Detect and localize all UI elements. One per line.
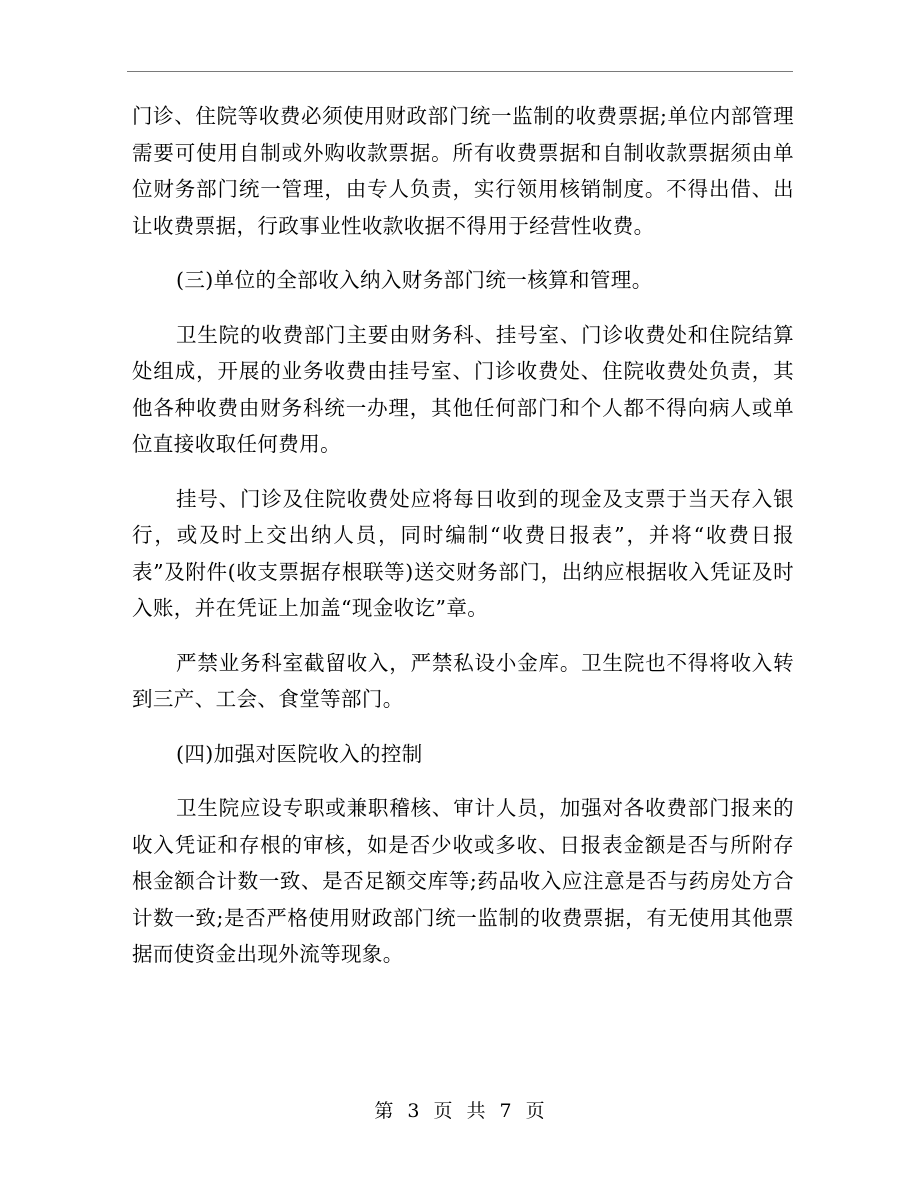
paragraph-prohibitions: 严禁业务科室截留收入，严禁私设小金库。卫生院也不得将收入转到三产、工会、食堂等部门。 — [132, 650, 794, 711]
section-heading-3: (三)单位的全部收入纳入财务部门统一核算和管理。 — [176, 268, 653, 292]
header-rule — [127, 71, 793, 72]
document-body — [132, 98, 794, 991]
paragraph-daily-deposit: 挂号、门诊及住院收费处应将每日收到的现金及支票于当天存入银行，或及时上交出纳人员，同时编制“收费日报表”，并将“收费日报表”及附件(收支票据存根联等)送交财务部门，出纳应根据收入凭证及时入账，并在凭证上加盖“现金收讫”章。 — [132, 486, 794, 620]
paragraph-audit-control: 卫生院应设专职或兼职稽核、审计人员，加强对各收费部门报来的收入凭证和存根的审核，如是否少收或多收、日报表金额是否与所附存根金额合计数一致、是否足额交库等;药品收入应注意是否与药房处方合计数一致;是否严格使用财政部门统一监制的收费票据，有无使用其他票据而使资金出现外流等现象。 — [132, 796, 794, 966]
paragraph-receipt-management: 门诊、住院等收费必须使用财政部门统一监制的收费票据;单位内部管理需要可使用自制或外购收款票据。所有收费票据和自制收款票据须由单位财务部门统一管理，由专人负责，实行领用核销制度。不得出借、出让收费票据，行政事业性收款收据不得用于经营性收费。 — [132, 104, 794, 238]
page-number: 第 3 页 共 7 页 — [374, 1100, 546, 1122]
paragraph-fee-departments: 卫生院的收费部门主要由财务科、挂号室、门诊收费处和住院结算处组成，开展的业务收费由挂号室、门诊收费处、住院收费处负责，其他各种收费由财务科统一办理，其他任何部门和个人都不得向病人或单位直接收取任何费用。 — [132, 322, 794, 456]
section-heading-4: (四)加强对医院收入的控制 — [176, 741, 423, 766]
